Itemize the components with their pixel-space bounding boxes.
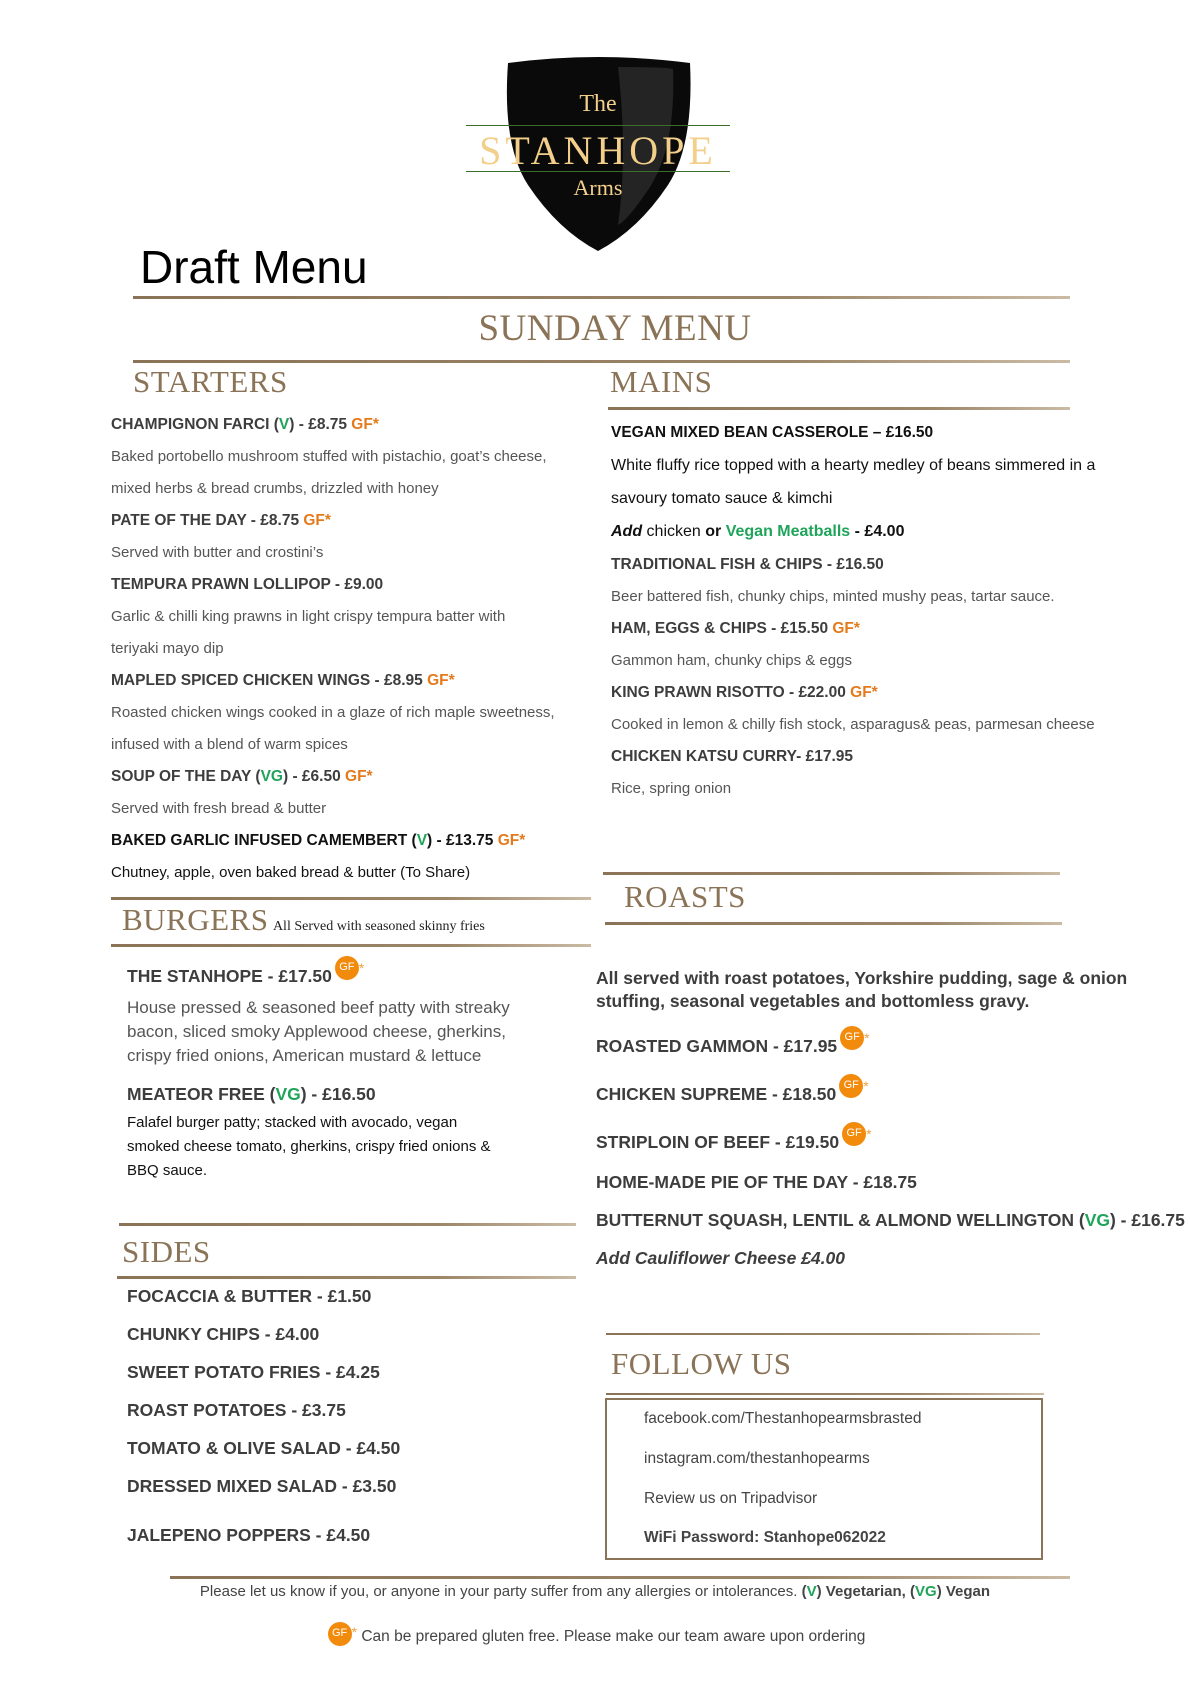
divider <box>117 1276 576 1279</box>
sides-list <box>127 1286 400 1563</box>
gf-badge-icon: GF <box>842 1122 866 1146</box>
roast-item: ROASTED GAMMON - £17.95 GF * <box>596 1036 1176 1084</box>
roast-addon: Add Cauliflower Cheese £4.00 <box>596 1248 845 1268</box>
roasts-block: All served with roast potatoes, Yorkshire pudding, sage & onion stuffing, seasonal vegetables and bottomless gravy. ROASTED GAMMON - £17.95 GF * CHICKEN SUPREME - £18.50 GF * STRIPLOIN OF BEEF - £19.50 GF * HOME-MADE PIE OF THE DAY - £18.75 BUTTERNUT SQUASH, LENTIL & ALMOND WELLINGTON (VG) - £16.75 Add Cauliflower Cheese £4.00 <box>596 968 1185 1268</box>
roast-item: HOME-MADE PIE OF THE DAY - £18.75 <box>596 1172 917 1192</box>
logo-arms: Arms <box>573 175 623 200</box>
draft-label: Draft Menu <box>140 241 368 293</box>
mains-list: VEGAN MIXED BEAN CASSEROLE – £16.50 White fluffy rice topped with a hearty medley of beans simmered in a savoury tomato sauce & kimchi Add chicken or Vegan Meatballs - £4.00 TRADITIONAL FISH & CHIPS - £16.50 Beer battered fish, chunky chips, minted mushy peas, tartar sauce. HAM, EGGS & CHIPS - £15.50 GF* Gammon ham, chunky chips & eggs KING PRAWN RISOTTO - £22.00 GF* Cooked in lemon & chilly fish stock, asparagus& peas, parmesan cheese CHICKEN KATSU CURRY- £17.95 Rice, spring onion <box>611 424 1171 812</box>
roast-item: CHICKEN SUPREME - £18.50 GF * <box>596 1084 1176 1132</box>
main-item: VEGAN MIXED BEAN CASSEROLE – £16.50 <box>611 424 934 441</box>
divider <box>133 296 1070 299</box>
tripadvisor-link[interactable]: Review us on Tripadvisor <box>644 1490 818 1507</box>
divider <box>111 897 591 900</box>
wifi-password: WiFi Password: Stanhope062022 <box>644 1529 886 1546</box>
logo-stanhope: STANHOPE <box>479 128 717 173</box>
starter-item: BAKED GARLIC INFUSED CAMEMBERT (V) - £13.75 GF* <box>111 832 526 849</box>
burgers-list: THE STANHOPE - £17.50 GF * House pressed & seasoned beef patty with streaky bacon, sliced smoky Applewood cheese, gherkins, crispy fried onions, American mustard & lettuce MEATEOR FREE (VG) - £16.50 Falafel burger patty; stacked with avocado, vegan smoked cheese tomato, gherkins, crispy fried onions & BBQ sauce. <box>127 960 587 1186</box>
mains-title: MAINS <box>610 364 713 399</box>
roast-item: BUTTERNUT SQUASH, LENTIL & ALMOND WELLINGTON (VG) - £16.75 <box>596 1210 1185 1230</box>
divider <box>603 872 1060 875</box>
burgers-header: BURGERS All Served with seasoned skinny fries <box>122 902 485 937</box>
side-item: DRESSED MIXED SALAD - £3.50 <box>127 1476 397 1496</box>
gf-badge-icon: GF <box>839 1074 863 1098</box>
starter-item: MAPLED SPICED CHICKEN WINGS - £8.95 GF* <box>111 672 455 689</box>
burger-item: THE STANHOPE - £17.50 GF * <box>127 966 587 996</box>
menu-title: SUNDAY MENU <box>478 308 752 349</box>
divider <box>606 1333 1040 1335</box>
instagram-link[interactable]: instagram.com/thestanhopearms <box>644 1450 870 1467</box>
side-item: CHUNKY CHIPS - £4.00 <box>127 1324 320 1344</box>
starters-title: STARTERS <box>133 364 288 399</box>
gf-badge-icon: GF <box>328 1622 352 1646</box>
starter-item: SOUP OF THE DAY (VG) - £6.50 GF* <box>111 768 373 785</box>
allergy-note: Please let us know if you, or anyone in your party suffer from any allergies or intolerances. (V) Vegetarian, (VG) Vegan <box>199 1583 991 1600</box>
main-item: KING PRAWN RISOTTO - £22.00 GF* <box>611 684 878 701</box>
logo-the: The <box>579 91 617 117</box>
facebook-link[interactable]: facebook.com/Thestanhopearmsbrasted <box>644 1410 922 1427</box>
divider <box>606 1393 1044 1395</box>
divider <box>119 1223 576 1226</box>
main-addon: Add chicken or Vegan Meatballs - £4.00 <box>611 523 905 540</box>
divider <box>111 944 591 947</box>
roasts-title: ROASTS <box>624 879 746 914</box>
side-item: ROAST POTATOES - £3.75 <box>127 1400 346 1420</box>
sides-title: SIDES <box>122 1234 211 1269</box>
divider <box>133 360 1070 363</box>
side-item: FOCACCIA & BUTTER - £1.50 <box>127 1286 372 1306</box>
follow-box <box>605 1398 1043 1560</box>
gf-badge-icon: GF <box>335 956 359 980</box>
starter-item: PATE OF THE DAY - £8.75 GF* <box>111 512 331 529</box>
starters-list: CHAMPIGNON FARCI (V) - £8.75 GF* Baked portobello mushroom stuffed with pistachio, goat’s cheese, mixed herbs & bread crumbs, drizzled with honey PATE OF THE DAY - £8.75 GF* Served with butter and crostini’s TEMPURA PRAWN LOLLIPOP - £9.00 Garlic & chilli king prawns in light crispy tempura batter with teriyaki mayo dip MAPLED SPICED CHICKEN WINGS - £8.95 GF* Roasted chicken wings cooked in a glaze of rich maple sweetness, infused with a blend of warm spices SOUP OF THE DAY (VG) - £6.50 GF* Served with fresh bread & butter BAKED GARLIC INFUSED CAMEMBERT (V) - £13.75 GF* Chutney, apple, oven baked bread & butter (To Share) <box>111 416 581 896</box>
logo <box>468 55 728 255</box>
main-item: CHICKEN KATSU CURRY- £17.95 <box>611 748 854 765</box>
follow-title: FOLLOW US <box>611 1346 792 1381</box>
burger-item: MEATEOR FREE (VG) - £16.50 <box>127 1084 376 1104</box>
main-item: TRADITIONAL FISH & CHIPS - £16.50 <box>611 556 884 573</box>
starter-item: TEMPURA PRAWN LOLLIPOP - £9.00 <box>111 576 384 593</box>
side-item: TOMATO & OLIVE SALAD - £4.50 <box>127 1438 401 1458</box>
gf-note: GF * Can be prepared gluten free. Please make our team aware upon ordering <box>0 1628 1190 1652</box>
side-item: SWEET POTATO FRIES - £4.25 <box>127 1362 380 1382</box>
starter-item: CHAMPIGNON FARCI (V) - £8.75 GF* <box>111 416 379 433</box>
gf-badge-icon: GF <box>840 1026 864 1050</box>
divider <box>605 922 1062 925</box>
divider <box>170 1576 1070 1579</box>
side-item: JALEPENO POPPERS - £4.50 <box>127 1525 371 1545</box>
main-item: HAM, EGGS & CHIPS - £15.50 GF* <box>611 620 860 637</box>
divider <box>608 407 1070 410</box>
roast-item: STRIPLOIN OF BEEF - £19.50 GF * <box>596 1132 1176 1172</box>
